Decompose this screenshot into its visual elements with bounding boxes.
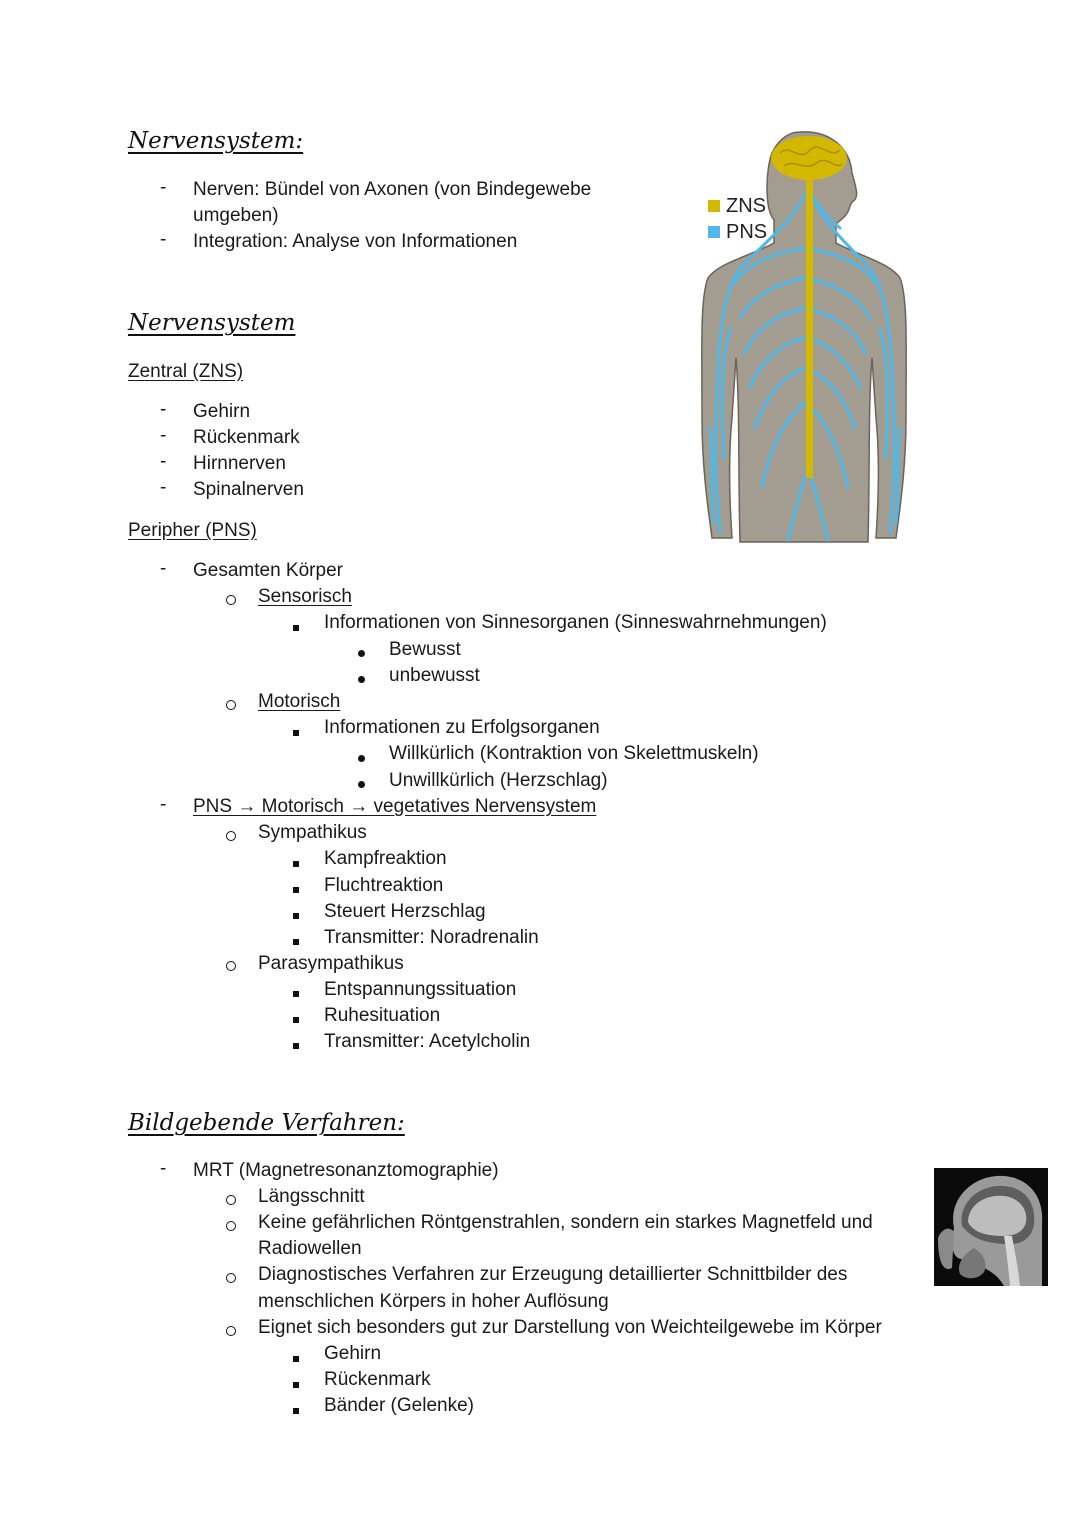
- list-item: Gesamten Körper: [193, 560, 343, 581]
- bullet-dot: [358, 749, 365, 767]
- list-item: Informationen zu Erfolgsorganen: [324, 717, 600, 738]
- list-item: Eignet sich besonders gut zur Darstellung von Weichteilgewebe im Körper: [258, 1317, 882, 1338]
- bullet-dot: [358, 775, 365, 793]
- list-item-sensorisch: Sensorisch: [258, 586, 352, 607]
- bullet-square: [293, 1036, 299, 1054]
- list-item: Ruhesituation: [324, 1005, 441, 1026]
- bullet-square: [293, 618, 299, 636]
- bullet-dot: [358, 670, 365, 688]
- bullet-dash: -: [160, 229, 167, 250]
- list-item: Integration: Analyse von Informationen: [193, 231, 518, 252]
- list-item: Hirnnerven: [193, 453, 286, 474]
- list-item: Diagnostisches Verfahren zur Erzeugung detaillierter Schnittbilder des: [258, 1264, 848, 1285]
- list-item: Unwillkürlich (Herzschlag): [389, 770, 608, 791]
- list-item: Transmitter: Noradrenalin: [324, 927, 539, 948]
- list-item-continuation: umgeben): [193, 205, 279, 226]
- bullet-circle: [226, 958, 236, 976]
- bullet-square: [293, 880, 299, 898]
- list-item: Steuert Herzschlag: [324, 901, 486, 922]
- list-item: Nerven: Bündel von Axonen (von Bindegewebe: [193, 179, 592, 200]
- list-item: Bewusst: [389, 639, 461, 660]
- bullet-square: [293, 932, 299, 950]
- bullet-square: [293, 854, 299, 872]
- list-item-continuation: menschlichen Körpers in hoher Auflösung: [258, 1291, 609, 1312]
- list-item: unbewusst: [389, 665, 480, 686]
- bullet-square: [293, 1010, 299, 1028]
- bullet-dash: -: [160, 1158, 167, 1179]
- list-item-vegetativ: PNS → Motorisch → vegetatives Nervensystem: [193, 796, 597, 817]
- pns-heading: Peripher (PNS): [128, 520, 257, 541]
- bullet-circle: [226, 1218, 236, 1236]
- list-item: Transmitter: Acetylcholin: [324, 1031, 531, 1052]
- section-title-nervensystem-2: Nervensystem: [128, 310, 296, 336]
- bullet-circle: [226, 697, 236, 715]
- bullet-circle: [226, 1270, 236, 1288]
- bullet-dash: -: [160, 399, 167, 420]
- list-item: Gehirn: [324, 1343, 382, 1364]
- bullet-square: [293, 984, 299, 1002]
- list-item: Informationen von Sinnesorganen (Sinneswahrnehmungen): [324, 612, 827, 633]
- list-item: Rückenmark: [324, 1369, 431, 1390]
- bullet-square: [293, 1349, 299, 1367]
- list-item-continuation: Radiowellen: [258, 1238, 362, 1259]
- list-item: Längsschnitt: [258, 1186, 365, 1207]
- legend-pns: PNS: [726, 221, 768, 243]
- bullet-dash: -: [160, 558, 167, 579]
- list-item-mrt: MRT (Magnetresonanztomographie): [193, 1160, 499, 1181]
- section-title-bildgebende-verfahren: Bildgebende Verfahren:: [128, 1110, 405, 1136]
- list-item: Entspannungssituation: [324, 979, 517, 1000]
- list-item: Kampfreaktion: [324, 848, 447, 869]
- list-item: Bänder (Gelenke): [324, 1395, 474, 1416]
- bullet-dash: -: [160, 425, 167, 446]
- list-item-parasympathikus: Parasympathikus: [258, 953, 404, 974]
- mri-scan-image: [934, 1168, 1048, 1286]
- list-item: Keine gefährlichen Röntgenstrahlen, sondern ein starkes Magnetfeld und: [258, 1212, 873, 1233]
- list-item: Fluchtreaktion: [324, 875, 444, 896]
- bullet-circle: [226, 1192, 236, 1210]
- list-item-sympathikus: Sympathikus: [258, 822, 367, 843]
- list-item: Gehirn: [193, 401, 251, 422]
- section-title-nervensystem: Nervensystem:: [128, 128, 304, 154]
- nervous-system-figure: [700, 128, 910, 544]
- bullet-circle: [226, 828, 236, 846]
- zns-heading: Zentral (ZNS): [128, 361, 244, 382]
- bullet-circle: [226, 1323, 236, 1341]
- bullet-dash: -: [160, 451, 167, 472]
- bullet-dash: -: [160, 177, 167, 198]
- bullet-square: [293, 1401, 299, 1419]
- bullet-dot: [358, 644, 365, 662]
- bullet-square: [293, 906, 299, 924]
- bullet-square: [293, 1375, 299, 1393]
- list-item: Spinalnerven: [193, 479, 304, 500]
- bullet-square: [293, 723, 299, 741]
- list-item: Rückenmark: [193, 427, 300, 448]
- bullet-dash: -: [160, 477, 167, 498]
- bullet-dash: -: [160, 794, 167, 815]
- bullet-circle: [226, 592, 236, 610]
- list-item: Willkürlich (Kontraktion von Skelettmuskeln): [389, 743, 759, 764]
- list-item-motorisch: Motorisch: [258, 691, 341, 712]
- legend-zns: ZNS: [726, 195, 766, 217]
